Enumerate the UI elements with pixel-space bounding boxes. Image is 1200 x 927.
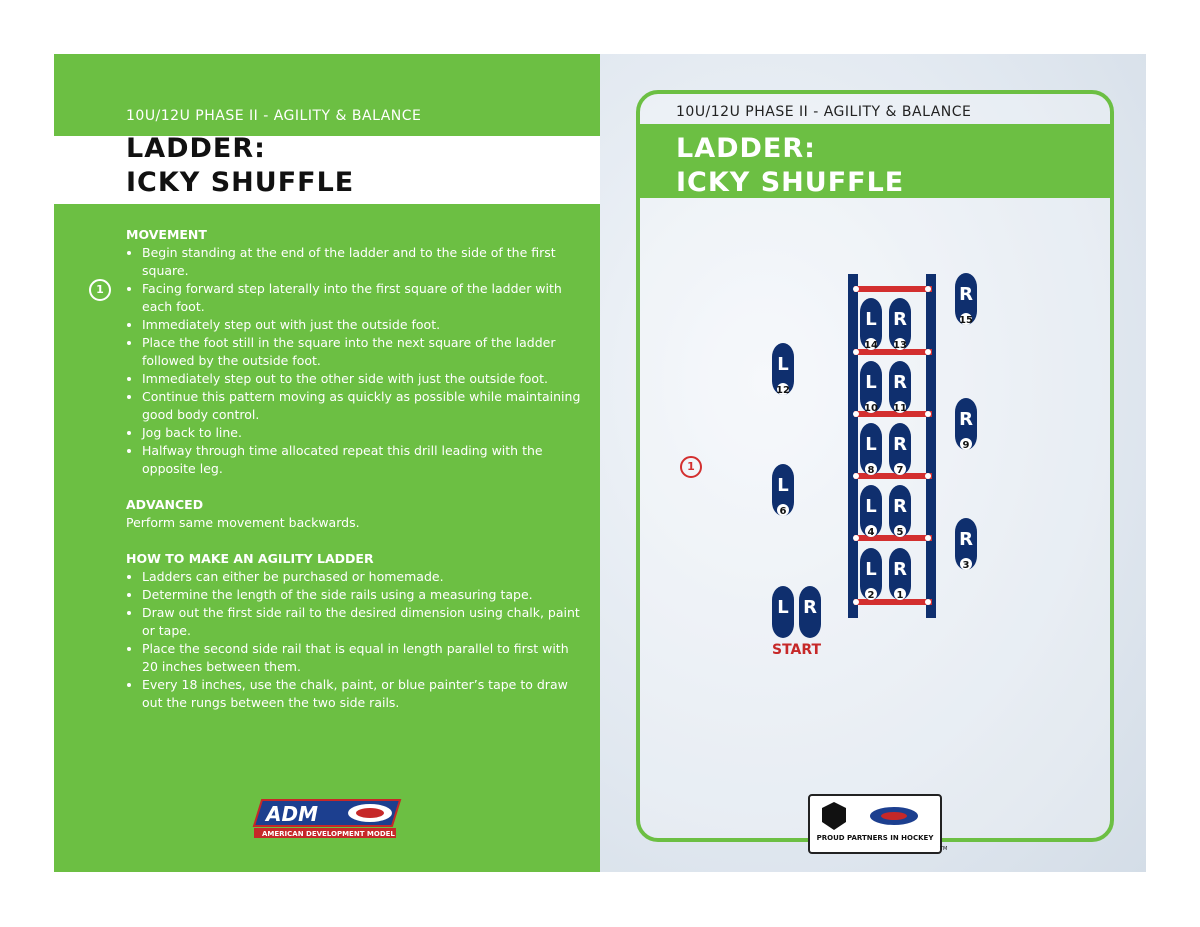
rung-bolt bbox=[925, 411, 931, 417]
howto-item: • Every 18 inches, use the chalk, paint, or blue painter’s tape to draw out the rungs between the two side rails. bbox=[142, 676, 586, 712]
foot-number: 2 bbox=[867, 590, 875, 601]
foot-letter: R bbox=[893, 372, 907, 393]
movement-heading: MOVEMENT bbox=[126, 227, 207, 242]
adm-logo-sub: AMERICAN DEVELOPMENT MODEL bbox=[262, 830, 395, 838]
foot-number: 4 bbox=[867, 527, 875, 538]
foot-letter: R bbox=[959, 284, 973, 305]
start-label: START bbox=[772, 642, 822, 658]
partners-emblems bbox=[812, 798, 938, 832]
foot-letter: L bbox=[865, 309, 877, 330]
foot-letter: R bbox=[893, 309, 907, 330]
movement-item: • Jog back to line. bbox=[142, 424, 586, 442]
ladder-rung bbox=[854, 535, 932, 541]
foot-number: 11 bbox=[893, 403, 907, 414]
movement-item: • Continue this pattern moving as quickly as possible while maintaining good body control. bbox=[142, 388, 586, 424]
diagram-phase-label: 10U/12U PHASE II - AGILITY & BALANCE bbox=[676, 104, 972, 120]
partners-label: PROUD PARTNERS IN HOCKEY bbox=[816, 834, 934, 842]
foot-letter: R bbox=[893, 559, 907, 580]
ladder-rail-right bbox=[926, 274, 936, 618]
left-panel bbox=[54, 54, 600, 872]
foot-letter: R bbox=[893, 434, 907, 455]
right-panel bbox=[600, 54, 1146, 872]
rung-bolt bbox=[925, 535, 931, 541]
rung-bolt bbox=[853, 349, 859, 355]
page-title-line1: LADDER: bbox=[126, 133, 266, 164]
foot-number: 6 bbox=[779, 506, 787, 517]
ladder-rung bbox=[854, 599, 932, 605]
movement-item: • Immediately step out with just the outside foot. bbox=[142, 316, 586, 334]
advanced-heading: ADVANCED bbox=[126, 497, 204, 512]
footprint-l bbox=[860, 298, 882, 351]
footprint-l bbox=[860, 485, 882, 538]
foot-number: 8 bbox=[867, 465, 875, 476]
rung-bolt bbox=[925, 599, 931, 605]
diagram-card bbox=[636, 90, 1114, 852]
foot-letter: R bbox=[959, 409, 973, 430]
ladder-rung bbox=[854, 473, 932, 479]
foot-number: 5 bbox=[896, 527, 904, 538]
agility-ladder-diagram bbox=[640, 94, 1110, 838]
howto-item: • Determine the length of the side rails using a measuring tape. bbox=[142, 586, 586, 604]
movement-item: • Begin standing at the end of the ladder and to the side of the first square. bbox=[142, 244, 586, 280]
foot-letter: R bbox=[803, 597, 817, 618]
howto-heading: HOW TO MAKE AN AGILITY LADDER bbox=[126, 551, 374, 566]
foot-number: 14 bbox=[864, 340, 878, 351]
foot-letter: L bbox=[865, 496, 877, 517]
footprint-l bbox=[772, 464, 794, 517]
foot-number: 13 bbox=[893, 340, 907, 351]
footprint-r bbox=[955, 518, 977, 571]
footprint-r bbox=[889, 298, 911, 351]
rung-bolt bbox=[853, 535, 859, 541]
foot-number: 1 bbox=[896, 590, 904, 601]
advanced-text: Perform same movement backwards. bbox=[126, 515, 360, 530]
phase-label: 10U/12U PHASE II - AGILITY & BALANCE bbox=[126, 108, 422, 124]
rung-bolt bbox=[853, 286, 859, 292]
adm-logo-text: ADM bbox=[266, 802, 318, 826]
diagram-title-line2: ICKY SHUFFLE bbox=[676, 167, 905, 198]
ladder-rung bbox=[854, 286, 932, 292]
foot-number: 10 bbox=[864, 403, 878, 414]
foot-number: 7 bbox=[896, 465, 904, 476]
step-marker: 1 bbox=[89, 279, 111, 301]
foot-letter: R bbox=[893, 496, 907, 517]
diagram-title-line1: LADDER: bbox=[676, 133, 816, 164]
ladder-rail-left bbox=[848, 274, 858, 618]
foot-number: 15 bbox=[959, 315, 973, 326]
footprint-l bbox=[860, 361, 882, 414]
rung-bolt bbox=[853, 473, 859, 479]
rung-bolt bbox=[925, 473, 931, 479]
footprint-r bbox=[955, 398, 977, 451]
howto-item: • Draw out the first side rail to the desired dimension using chalk, paint or tape. bbox=[142, 604, 586, 640]
footprint-l bbox=[860, 423, 882, 476]
rung-bolt bbox=[853, 411, 859, 417]
howto-item: • Ladders can either be purchased or homemade. bbox=[142, 568, 586, 586]
movement-list bbox=[126, 244, 586, 478]
howto-section bbox=[126, 550, 586, 712]
footprint-l bbox=[772, 586, 794, 638]
footprint-r bbox=[955, 273, 977, 326]
foot-letter: L bbox=[777, 597, 789, 618]
foot-letter: L bbox=[777, 475, 789, 496]
page-title-line2: ICKY SHUFFLE bbox=[126, 167, 355, 198]
movement-item: • Immediately step out to the other side with just the outside foot. bbox=[142, 370, 586, 388]
adm-logo bbox=[252, 798, 402, 840]
partners-logo bbox=[808, 794, 942, 854]
footprint-r bbox=[889, 423, 911, 476]
diagram-step-marker: 1 bbox=[680, 456, 702, 478]
advanced-section bbox=[126, 496, 586, 532]
footprint-r bbox=[889, 361, 911, 414]
movement-item: • Place the foot still in the square into the next square of the ladder followed by the outside foot. bbox=[142, 334, 586, 370]
foot-number: 12 bbox=[776, 385, 790, 396]
howto-item: • Place the second side rail that is equal in length parallel to first with 20 inches between them. bbox=[142, 640, 586, 676]
footprint-r bbox=[799, 586, 821, 638]
foot-letter: L bbox=[865, 434, 877, 455]
rung-bolt bbox=[853, 599, 859, 605]
howto-list bbox=[126, 568, 586, 712]
rung-bolt bbox=[925, 286, 931, 292]
movement-item: • Halfway through time allocated repeat this drill leading with the opposite leg. bbox=[142, 442, 586, 478]
foot-number: 3 bbox=[962, 560, 970, 571]
foot-number: 9 bbox=[962, 440, 970, 451]
foot-letter: L bbox=[865, 372, 877, 393]
footprint-l bbox=[860, 548, 882, 601]
foot-letter: R bbox=[959, 529, 973, 550]
footprint-r bbox=[889, 548, 911, 601]
foot-letter: L bbox=[777, 354, 789, 375]
footprint-l bbox=[772, 343, 794, 396]
movement-section bbox=[126, 226, 586, 478]
trademark: TM bbox=[940, 846, 948, 852]
drill-description bbox=[126, 226, 586, 730]
foot-letter: L bbox=[865, 559, 877, 580]
movement-item: • Facing forward step laterally into the first square of the ladder with each foot. bbox=[142, 280, 586, 316]
rung-bolt bbox=[925, 349, 931, 355]
footprint-r bbox=[889, 485, 911, 538]
